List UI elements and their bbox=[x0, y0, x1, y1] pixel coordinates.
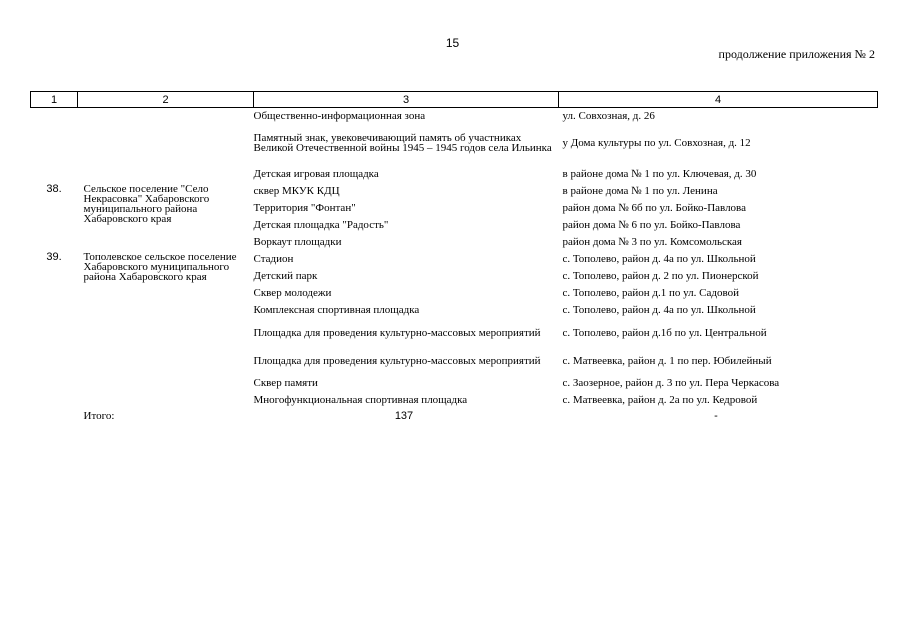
table-row bbox=[31, 250, 878, 267]
row-number: 38. bbox=[46, 183, 62, 195]
object-name-cell: Воркаут площадки bbox=[253, 235, 342, 248]
object-name-cell: Стадион bbox=[253, 252, 294, 265]
total-label: Итого: bbox=[83, 410, 115, 422]
table-row bbox=[31, 108, 878, 122]
row-number: 39. bbox=[46, 251, 62, 263]
address-cell: район дома № 3 по ул. Комсомольская bbox=[562, 235, 742, 248]
address-cell: у Дома культуры по ул. Совхозная, д. 12 bbox=[562, 137, 751, 149]
column-header-2: 2 bbox=[78, 92, 254, 108]
address-cell: в районе дома № 1 по ул. Ключевая, д. 30 bbox=[562, 167, 757, 180]
column-header-3: 3 bbox=[254, 92, 559, 108]
table-header-row bbox=[31, 92, 878, 108]
object-name-cell: Детская игровая площадка bbox=[253, 167, 379, 180]
address-cell: с. Матвеевка, район д. 2а по ул. Кедровой bbox=[562, 393, 758, 406]
address-cell: с. Тополево, район д. 4а по ул. Школьной bbox=[562, 303, 756, 316]
municipality-cell: Тополевское сельское поселение Хабаровского муниципального района Хабаровского края bbox=[83, 251, 237, 283]
column-header-1: 1 bbox=[31, 92, 78, 108]
table-row bbox=[31, 121, 878, 165]
object-name-cell: Сквер молодежи bbox=[253, 286, 332, 299]
object-name-cell: Площадка для проведения культурно-массовых мероприятий bbox=[253, 354, 541, 367]
address-cell: район дома № 6б по ул. Бойко-Павлова bbox=[562, 201, 746, 214]
address-cell: с. Тополево, район д.1 по ул. Садовой bbox=[562, 286, 739, 299]
column-header-4: 4 bbox=[559, 92, 878, 108]
municipality-cell bbox=[78, 121, 254, 165]
object-name-cell: Многофункциональная спортивная площадка bbox=[253, 393, 468, 406]
total-count: 137 bbox=[394, 410, 414, 422]
address-cell: ул. Совхозная, д. 26 bbox=[562, 110, 655, 122]
address-cell: в районе дома № 1 по ул. Ленина bbox=[562, 184, 718, 197]
municipality-cell bbox=[78, 108, 254, 122]
page-number: 15 bbox=[445, 36, 460, 50]
table-row bbox=[31, 165, 878, 182]
object-name-cell: Детская площадка "Радость" bbox=[253, 218, 389, 231]
municipality-cell bbox=[78, 165, 254, 182]
object-name-cell: Детский парк bbox=[253, 269, 318, 282]
total-row bbox=[31, 408, 878, 424]
table-row bbox=[31, 182, 878, 199]
object-name-cell: сквер МКУК КДЦ bbox=[253, 184, 340, 197]
address-cell: с. Матвеевка, район д. 1 по пер. Юбилейный bbox=[562, 354, 772, 367]
object-name-cell: Сквер памяти bbox=[253, 376, 318, 389]
continuation-note: продолжение приложения № 2 bbox=[718, 47, 875, 61]
object-name-cell: Общественно-информационная зона bbox=[253, 110, 426, 122]
municipality-cell: Сельское поселение "Село Некрасовка" Хабаровского муниципального района Хабаровского края bbox=[83, 183, 210, 225]
address-cell: с. Тополево, район д. 4а по ул. Школьной bbox=[562, 252, 756, 265]
object-name-cell: Памятный знак, увековечивающий память об участниках Великой Отечественной войны 1945 – 1945 годов села Ильинка bbox=[253, 132, 552, 154]
address-cell: с. Тополево, район д.1б по ул. Центральной bbox=[562, 326, 767, 339]
row-number bbox=[31, 108, 78, 122]
object-name-cell: Площадка для проведения культурно-массовых мероприятий bbox=[253, 326, 541, 339]
row-number bbox=[31, 165, 78, 182]
object-name-cell: Комплексная спортивная площадка bbox=[253, 303, 420, 316]
row-number bbox=[31, 121, 78, 165]
address-cell: район дома № 6 по ул. Бойко-Павлова bbox=[562, 218, 741, 231]
address-cell: с. Заозерное, район д. 3 по ул. Пера Черкасова bbox=[562, 376, 780, 389]
total-dash: - bbox=[714, 410, 718, 422]
objects-table bbox=[30, 91, 878, 424]
address-cell: с. Тополево, район д. 2 по ул. Пионерской bbox=[562, 269, 759, 282]
object-name-cell: Территория "Фонтан" bbox=[253, 201, 356, 214]
